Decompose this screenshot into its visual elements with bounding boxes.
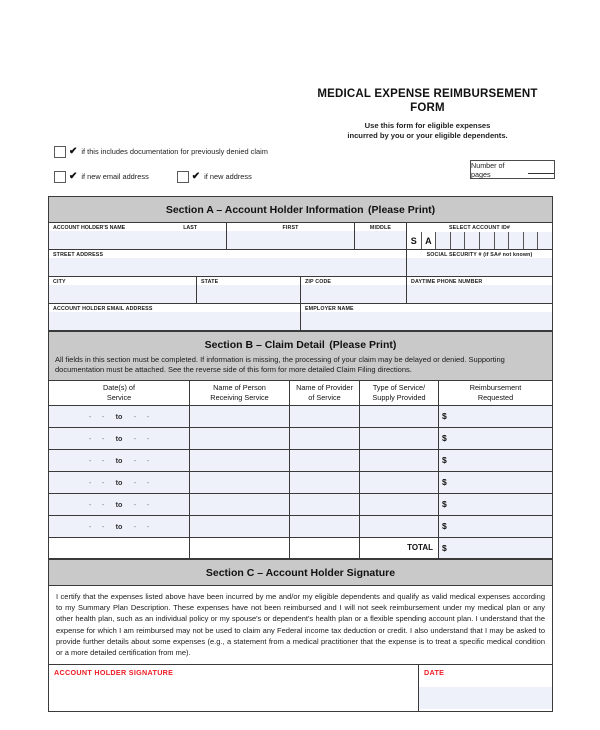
signature-input[interactable] xyxy=(49,687,418,709)
cell-type-of-service[interactable] xyxy=(360,472,439,493)
checkbox-box-icon[interactable] xyxy=(54,171,66,183)
checkbox-label: if this includes documentation for previously denied claim xyxy=(81,147,268,156)
cell-type-of-service[interactable] xyxy=(360,516,439,537)
section-b-header xyxy=(49,331,552,381)
email-employer-row xyxy=(49,304,552,331)
date-separator: - xyxy=(88,456,92,465)
field-first-name[interactable] xyxy=(227,223,355,249)
cell-name-of-provider[interactable] xyxy=(290,428,360,449)
date-separator: - xyxy=(101,412,105,421)
form-subtitle-line1: Use this form for eligible expenses xyxy=(364,121,491,130)
account-id-digit[interactable] xyxy=(480,232,495,249)
date-separator: - xyxy=(133,412,137,421)
account-id-digit[interactable] xyxy=(465,232,480,249)
section-c-title: Section C – Account Holder Signature xyxy=(205,567,396,579)
date-separator: - xyxy=(88,412,92,421)
section-b-title: Section B – Claim Detail xyxy=(204,339,325,351)
cell-reimbursement-requested[interactable] xyxy=(439,472,552,493)
section-a-note: (Please Print) xyxy=(368,204,436,216)
column-line2: Service xyxy=(106,392,132,402)
table-row xyxy=(49,406,552,428)
date-separator: - xyxy=(88,434,92,443)
form-subtitle-line2: incurred by you or your eligible dependents. xyxy=(347,130,508,140)
account-id-digit[interactable] xyxy=(436,232,451,249)
email-label: ACCOUNT HOLDER EMAIL ADDRESS xyxy=(49,304,300,312)
street-address-label: STREET ADDRESS xyxy=(49,250,406,258)
currency-symbol: $ xyxy=(442,455,447,465)
cell-type-of-service[interactable] xyxy=(360,406,439,427)
account-id-digit[interactable] xyxy=(524,232,539,249)
field-account-holder-name[interactable] xyxy=(49,223,227,249)
table-row xyxy=(49,494,552,516)
date-input[interactable] xyxy=(419,687,552,709)
section-a-title: Section A – Account Holder Information xyxy=(165,204,364,216)
total-spacer xyxy=(190,538,290,558)
currency-symbol: $ xyxy=(442,411,447,421)
column-line1: Reimbursement xyxy=(469,383,522,392)
column-line2: Receiving Service xyxy=(210,392,269,402)
checkbox-area xyxy=(54,143,384,193)
column-header-dates-of-service xyxy=(49,381,190,405)
employer-name-label: EMPLOYER NAME xyxy=(301,304,552,312)
checkbox-row-1 xyxy=(54,143,384,160)
first-name-label: FIRST xyxy=(227,223,354,231)
claim-total-row xyxy=(49,538,552,559)
cell-name-of-provider[interactable] xyxy=(290,472,360,493)
cell-dates-of-service[interactable] xyxy=(49,450,190,471)
account-holder-name-label: ACCOUNT HOLDER'S NAME xyxy=(53,225,126,231)
table-row xyxy=(49,472,552,494)
certification-text: I certify that the expenses listed above have been incurred by me and/or my eligible dependents and qualify as valid medical expenses according to my Summary Plan Description. These expenses have not been reimbursed and I will not seek reimbursement under my medical plan or any other health plan, such as an individual policy or my spouse's or dependent's health plan or a flexible spending account plan. I understand that the expense for which I am reimbursed may not be used to claim any Federal income tax deduction or credit. I also understand that I may be asked to provide further details about some expenses (e.g., a statement from a medical practitioner that the expense is to treat a specific medical condition or a more detailed certification from me). xyxy=(49,586,552,665)
field-select-account-id[interactable] xyxy=(407,223,552,249)
checkbox-new-address[interactable] xyxy=(177,171,252,183)
section-b-note: (Please Print) xyxy=(329,339,397,351)
cell-name-of-person[interactable] xyxy=(190,516,290,537)
cell-type-of-service[interactable] xyxy=(360,428,439,449)
checkbox-box-icon[interactable] xyxy=(177,171,189,183)
field-account-holder-email[interactable] xyxy=(49,304,301,330)
checkmark-icon: ✔ xyxy=(69,170,78,182)
cell-name-of-provider[interactable] xyxy=(290,516,360,537)
checkbox-label: if new email address xyxy=(81,172,149,181)
cell-dates-of-service[interactable] xyxy=(49,472,190,493)
date-separator: - xyxy=(146,522,150,531)
cell-reimbursement-requested[interactable] xyxy=(439,494,552,515)
date-separator: - xyxy=(146,456,150,465)
date-joiner: to xyxy=(115,522,123,531)
state-label: STATE xyxy=(197,277,300,285)
cell-dates-of-service[interactable] xyxy=(49,428,190,449)
field-social-security-number[interactable] xyxy=(407,250,552,276)
date-separator: - xyxy=(133,478,137,487)
account-id-prefix-s: S xyxy=(407,232,422,249)
label-gap xyxy=(125,225,183,231)
cell-name-of-person[interactable] xyxy=(190,472,290,493)
field-daytime-phone[interactable] xyxy=(407,277,552,303)
column-line1: Date(s) of xyxy=(102,383,136,392)
date-separator: - xyxy=(101,522,105,531)
date-separator: - xyxy=(88,522,92,531)
currency-symbol: $ xyxy=(442,499,447,509)
date-separator: - xyxy=(146,434,150,443)
column-header-name-of-person xyxy=(190,381,290,405)
currency-symbol: $ xyxy=(442,433,447,443)
signature-row xyxy=(49,665,552,711)
signature-label: ACCOUNT HOLDER SIGNATURE xyxy=(54,668,174,678)
account-id-prefix-a: A xyxy=(422,232,437,249)
checkbox-box-icon[interactable] xyxy=(54,146,66,158)
number-of-pages-input[interactable] xyxy=(528,166,554,174)
social-security-label: SOCIAL SECURITY # (if SA# not known) xyxy=(407,250,552,258)
claim-table-header xyxy=(49,381,552,406)
date-joiner: to xyxy=(115,456,123,465)
account-holder-name-labels xyxy=(49,223,226,231)
date-separator: - xyxy=(133,434,137,443)
account-id-digit[interactable] xyxy=(451,232,466,249)
number-of-pages-field[interactable] xyxy=(470,160,555,179)
date-separator: - xyxy=(133,456,137,465)
date-label: DATE xyxy=(424,668,445,678)
account-id-digit[interactable] xyxy=(495,232,510,249)
cell-name-of-person[interactable] xyxy=(190,450,290,471)
field-zip-code[interactable] xyxy=(301,277,407,303)
date-separator: - xyxy=(146,412,150,421)
date-separator: - xyxy=(101,478,105,487)
zip-code-label: ZIP CODE xyxy=(301,277,406,285)
checkbox-label: if new address xyxy=(204,172,252,181)
account-id-digit[interactable] xyxy=(538,232,552,249)
form-subtitle xyxy=(300,121,555,140)
checkbox-new-email-address[interactable] xyxy=(54,171,149,183)
cell-reimbursement-requested[interactable] xyxy=(439,406,552,427)
column-line2: Requested xyxy=(477,392,514,402)
field-city[interactable] xyxy=(49,277,197,303)
cell-name-of-provider[interactable] xyxy=(290,494,360,515)
column-header-reimbursement xyxy=(439,381,552,405)
date-joiner: to xyxy=(115,500,123,509)
column-header-name-of-provider xyxy=(290,381,360,405)
cell-reimbursement-requested[interactable] xyxy=(439,450,552,471)
field-state[interactable] xyxy=(197,277,301,303)
number-of-pages-label: Number of pages xyxy=(471,160,505,179)
currency-symbol: $ xyxy=(442,521,447,531)
column-line2: Supply Provided xyxy=(372,392,426,402)
street-address-row xyxy=(49,250,552,277)
daytime-phone-label: DAYTIME PHONE NUMBER xyxy=(407,277,552,285)
date-separator: - xyxy=(101,456,105,465)
cell-name-of-provider[interactable] xyxy=(290,450,360,471)
cell-dates-of-service[interactable] xyxy=(49,406,190,427)
cell-reimbursement-requested[interactable] xyxy=(439,516,552,537)
date-separator: - xyxy=(88,500,92,509)
cell-type-of-service[interactable] xyxy=(360,450,439,471)
section-c-header xyxy=(49,559,552,586)
cell-dates-of-service[interactable] xyxy=(49,494,190,515)
total-label: TOTAL xyxy=(360,538,439,558)
column-line2: of Service xyxy=(308,392,341,402)
currency-symbol: $ xyxy=(442,477,447,487)
total-amount-field[interactable] xyxy=(439,538,552,558)
field-account-holder-signature[interactable] xyxy=(49,665,419,711)
date-joiner: to xyxy=(115,434,123,443)
form-header xyxy=(300,88,555,140)
column-line1: Type of Service/ xyxy=(372,383,426,392)
total-spacer xyxy=(49,538,190,558)
account-holder-name-row xyxy=(49,223,552,250)
date-separator: - xyxy=(146,478,150,487)
cell-type-of-service[interactable] xyxy=(360,494,439,515)
column-header-type-of-service xyxy=(360,381,439,405)
field-employer-name[interactable] xyxy=(301,304,552,330)
checkbox-row-2 xyxy=(54,168,384,185)
checkmark-icon: ✔ xyxy=(191,170,201,182)
column-line1: Name of Provider xyxy=(296,383,353,392)
claim-table-body xyxy=(49,406,552,538)
last-name-label: LAST xyxy=(183,225,198,231)
cell-name-of-person[interactable] xyxy=(190,428,290,449)
table-row xyxy=(49,450,552,472)
table-row xyxy=(49,428,552,450)
field-middle-name[interactable] xyxy=(355,223,407,249)
cell-reimbursement-requested[interactable] xyxy=(439,428,552,449)
table-row xyxy=(49,516,552,538)
total-spacer xyxy=(290,538,360,558)
account-id-digit[interactable] xyxy=(509,232,524,249)
form-body xyxy=(48,196,553,712)
cell-dates-of-service[interactable] xyxy=(49,516,190,537)
date-joiner: to xyxy=(115,478,123,487)
date-separator: - xyxy=(88,478,92,487)
field-street-address[interactable] xyxy=(49,250,407,276)
city-state-zip-row xyxy=(49,277,552,304)
date-separator: - xyxy=(133,500,137,509)
city-label: CITY xyxy=(49,277,196,285)
date-separator: - xyxy=(146,500,150,509)
middle-name-label: MIDDLE xyxy=(355,223,406,231)
date-separator: - xyxy=(101,500,105,509)
date-separator: - xyxy=(101,434,105,443)
section-a-header xyxy=(49,197,552,223)
account-id-boxes[interactable] xyxy=(407,232,552,249)
page-title: MEDICAL EXPENSE REIMBURSEMENT FORM xyxy=(317,88,538,114)
section-b-instructions: All fields in this section must be completed. If information is missing, the processing of your claim may be delayed or denied. Supporting documentation must be attached. See the reverse side of this form for more detailed Claim Filing directions. xyxy=(55,355,505,374)
cell-name-of-provider[interactable] xyxy=(290,406,360,427)
currency-symbol: $ xyxy=(442,543,447,553)
cell-name-of-person[interactable] xyxy=(190,406,290,427)
checkmark-icon: ✔ xyxy=(69,145,78,157)
date-separator: - xyxy=(133,522,137,531)
select-account-id-label: SELECT ACCOUNT ID# xyxy=(407,223,552,231)
field-signature-date[interactable] xyxy=(419,665,552,711)
checkbox-denied-claim[interactable] xyxy=(54,146,268,158)
cell-name-of-person[interactable] xyxy=(190,494,290,515)
column-line1: Name of Person xyxy=(213,383,266,392)
date-joiner: to xyxy=(115,412,123,421)
